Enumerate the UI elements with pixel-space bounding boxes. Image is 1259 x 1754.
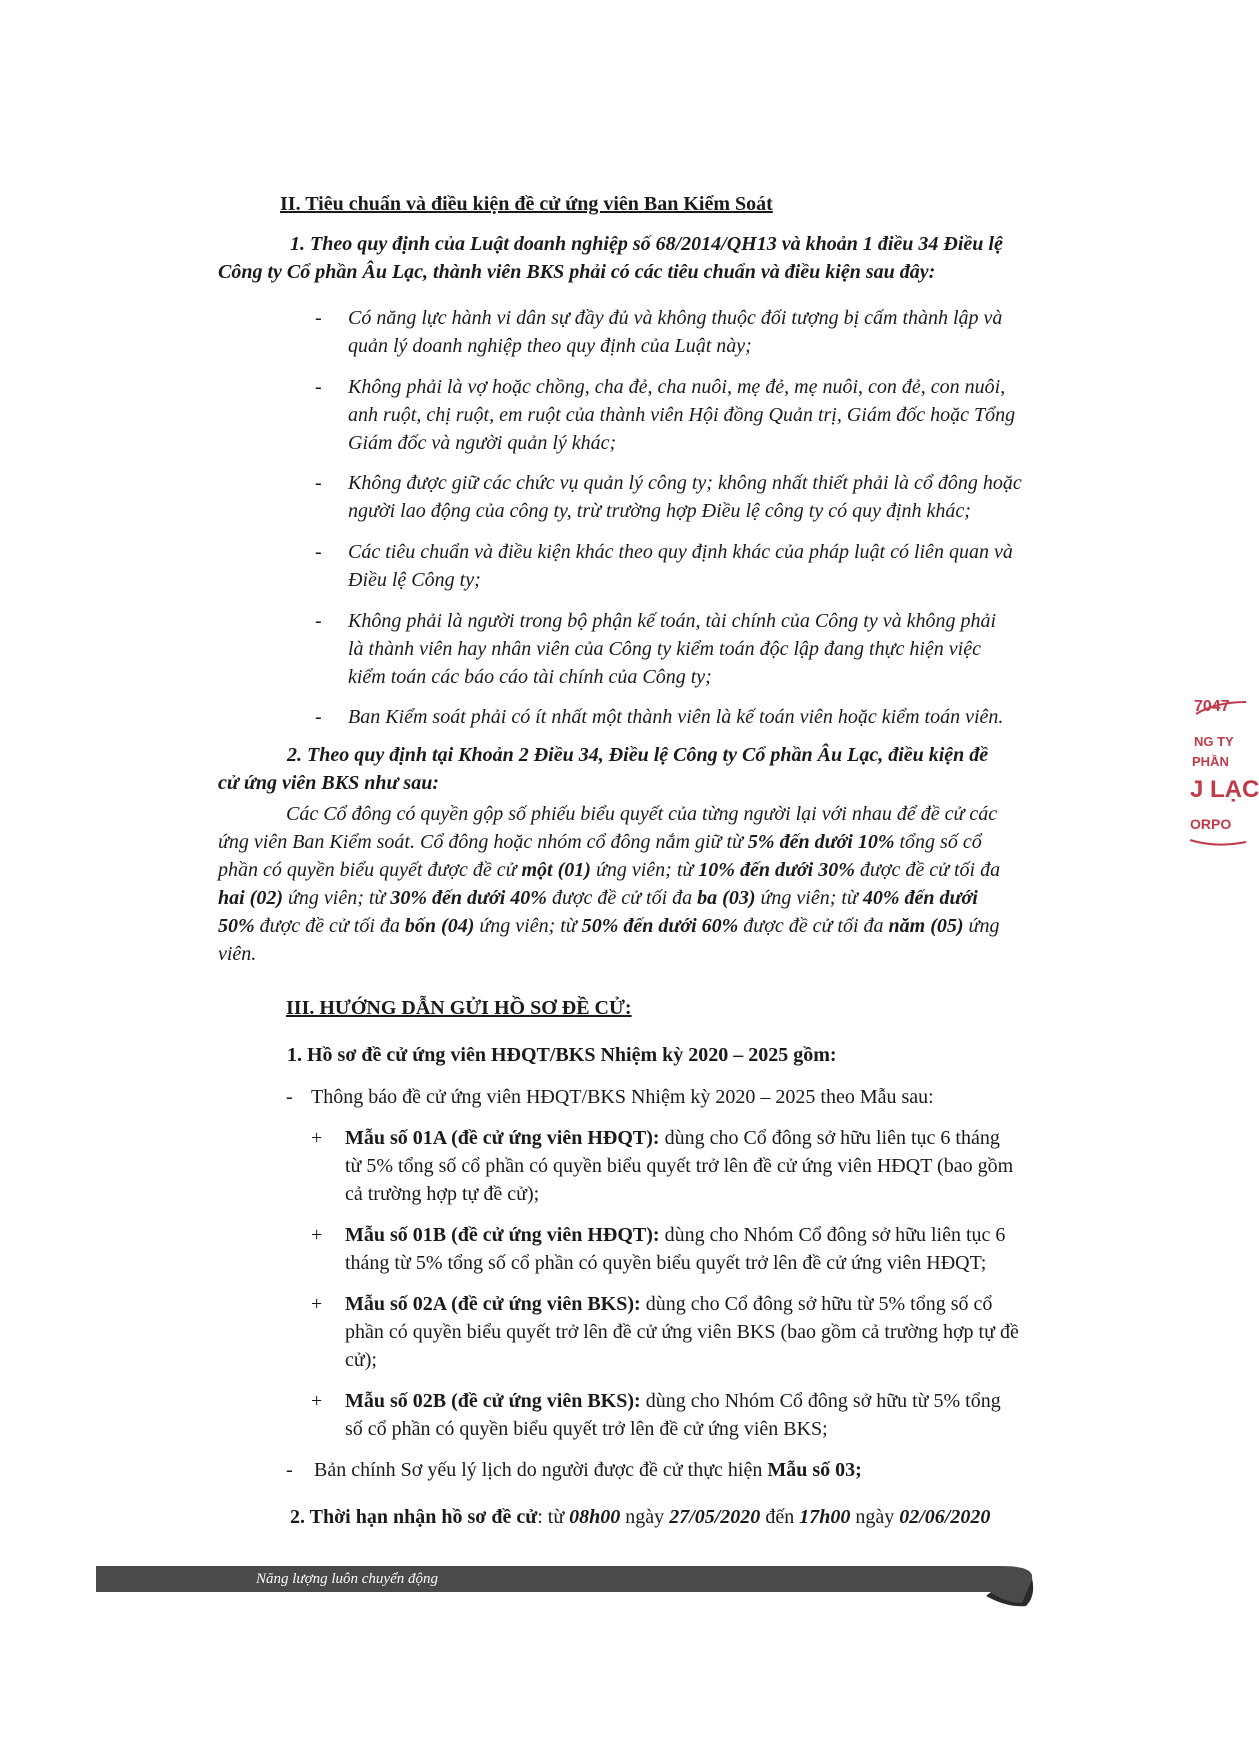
bullet-line: Các tiêu chuẩn và điều kiện khác theo quy định khác của pháp luật có liên quan và <box>348 541 1013 563</box>
stamp-text-4: J LẠC <box>1190 776 1259 803</box>
dash-marker: - <box>315 472 322 494</box>
section2-para-line5: 50% được đề cử tối đa bốn (04) ứng viên; từ 50% đến dưới 60% được đề cử tối đa năm (05) ứng <box>218 915 1000 937</box>
bullet-line: anh ruột, chị ruột, em ruột của thành viên Hội đồng Quản trị, Giám đốc hoặc Tổng <box>348 404 1016 426</box>
form-label: Mẫu số 02A (đề cử ứng viên BKS): <box>345 1293 641 1315</box>
plus-marker: + <box>311 1127 323 1149</box>
plus-marker: + <box>311 1390 323 1412</box>
section3-title: III. HƯỚNG DẪN GỬI HỒ SƠ ĐỀ CỬ: <box>286 997 632 1019</box>
section3-item1: 1. Hồ sơ đề cử ứng viên HĐQT/BKS Nhiệm kỳ 2020 – 2025 gồm: <box>287 1044 837 1066</box>
stamp-text-3: PHẦN <box>1192 754 1229 769</box>
form-line: số cổ phần có quyền biểu quyết trở lên đề cử ứng viên BKS; <box>345 1418 828 1440</box>
form-line: Mẫu số 02A (đề cử ứng viên BKS): dùng cho Cổ đông sở hữu từ 5% tổng số cổ <box>345 1293 993 1315</box>
form-line: Mẫu số 01B (đề cử ứng viên HĐQT): dùng cho Nhóm Cổ đông sở hữu liên tục 6 <box>345 1224 1006 1246</box>
stamp-text-2: NG TY <box>1194 734 1234 749</box>
dash-marker: - <box>315 610 322 632</box>
section2-item2-line1: 2. Theo quy định tại Khoản 2 Điều 34, Điều lệ Công ty Cổ phần Âu Lạc, điều kiện đề <box>287 744 989 766</box>
section2-item2-line2: cử ứng viên BKS như sau: <box>218 772 439 794</box>
bullet-line: là thành viên hay nhân viên của Công ty kiểm toán độc lập đang thực hiện việc <box>348 638 981 660</box>
bullet-line: Điều lệ Công ty; <box>348 569 481 591</box>
dash-marker: - <box>286 1086 293 1108</box>
form-line: phần có quyền biểu quyết trở lên đề cử ứng viên BKS (bao gồm cả trường hợp tự đề <box>345 1321 1019 1343</box>
form-line: cả trường hợp tự đề cử); <box>345 1183 540 1205</box>
form-line: Mẫu số 01A (đề cử ứng viên HĐQT): dùng cho Cổ đông sở hữu liên tục 6 tháng <box>345 1127 1000 1149</box>
bullet-line: Giám đốc và người quản lý khác; <box>348 432 617 454</box>
dash-marker: - <box>315 541 322 563</box>
section3-dash2: Bản chính Sơ yếu lý lịch do người được đề cử thực hiện Mẫu số 03; <box>314 1459 862 1481</box>
form-line: tháng từ 5% tổng số cổ phần có quyền biểu quyết trở lên đề cử ứng viên HĐQT; <box>345 1252 987 1274</box>
company-stamp <box>1186 692 1259 852</box>
bullet-line: Không phải là vợ hoặc chồng, cha đẻ, cha nuôi, mẹ đẻ, mẹ nuôi, con đẻ, con nuôi, <box>348 376 1006 398</box>
dash-marker: - <box>315 307 322 329</box>
form-label: Mẫu số 01B (đề cử ứng viên HĐQT): <box>345 1224 660 1246</box>
form-label: Mẫu số 01A (đề cử ứng viên HĐQT): <box>345 1127 660 1149</box>
section2-item1-line1: 1. Theo quy định của Luật doanh nghiệp số 68/2014/QH13 và khoản 1 điều 34 Điều lệ <box>290 233 1003 255</box>
form-line: Mẫu số 02B (đề cử ứng viên BKS): dùng cho Nhóm Cổ đông sở hữu từ 5% tổng <box>345 1390 1001 1412</box>
bullet-line: người lao động của công ty, trừ trường hợp Điều lệ công ty có quy định khác; <box>348 500 971 522</box>
section3-dash1: Thông báo đề cử ứng viên HĐQT/BKS Nhiệm kỳ 2020 – 2025 theo Mẫu sau: <box>311 1086 934 1108</box>
section2-para-line4: hai (02) ứng viên; từ 30% đến dưới 40% được đề cử tối đa ba (03) ứng viên; từ 40% đến dưới <box>218 887 978 909</box>
dash-marker: - <box>315 706 322 728</box>
section2-item1-line2: Công ty Cổ phần Âu Lạc, thành viên BKS phải có các tiêu chuẩn và điều kiện sau đây: <box>218 261 936 283</box>
bullet-line: quản lý doanh nghiệp theo quy định của Luật này; <box>348 335 752 357</box>
bullet-line: Không được giữ các chức vụ quản lý công ty; không nhất thiết phải là cổ đông hoặc <box>348 472 1022 494</box>
dash-marker: - <box>286 1459 293 1481</box>
section2-para-line1: Các Cổ đông có quyền gộp số phiếu biểu quyết của từng người lại với nhau để đề cử các <box>286 803 998 825</box>
stamp-text-1: 7047 <box>1194 698 1230 715</box>
section2-para-line6: viên. <box>218 943 257 965</box>
bullet-line: Ban Kiểm soát phải có ít nhất một thành viên là kế toán viên hoặc kiểm toán viên. <box>348 706 1004 728</box>
stamp-text-5: ORPO <box>1190 816 1232 832</box>
bullet-line: Không phải là người trong bộ phận kế toán, tài chính của Công ty và không phải <box>348 610 997 632</box>
form-line: cử); <box>345 1349 377 1371</box>
plus-marker: + <box>311 1224 323 1246</box>
dash-marker: - <box>315 376 322 398</box>
form-line: từ 5% tổng số cổ phần có quyền biểu quyết trở lên đề cử ứng viên HĐQT (bao gồm <box>345 1155 1014 1177</box>
form-label: Mẫu số 02B (đề cử ứng viên BKS): <box>345 1390 641 1412</box>
bullet-line: kiểm toán các báo cáo tài chính của Công ty; <box>348 666 712 688</box>
section2-para-line3: phần có quyền biểu quyết được đề cử một (01) ứng viên; từ 10% đến dưới 30% được đề cử tối đa <box>218 859 1001 881</box>
section2-title: II. Tiêu chuẩn và điều kiện đề cử ứng viên Ban Kiểm Soát <box>280 193 773 215</box>
footer-band <box>96 1562 1041 1608</box>
section2-para-line2: ứng viên Ban Kiểm soát. Cổ đông hoặc nhóm cổ đông nắm giữ từ 5% đến dưới 10% tổng số cổ <box>218 831 982 853</box>
footer-slogan: Năng lượng luôn chuyển động <box>256 1571 438 1587</box>
section3-item2: 2. Thời hạn nhận hồ sơ đề cử: từ 08h00 ngày 27/05/2020 đến 17h00 ngày 02/06/2020 <box>290 1506 991 1528</box>
bullet-line: Có năng lực hành vi dân sự đầy đủ và không thuộc đối tượng bị cấm thành lập và <box>348 307 1003 329</box>
plus-marker: + <box>311 1293 323 1315</box>
